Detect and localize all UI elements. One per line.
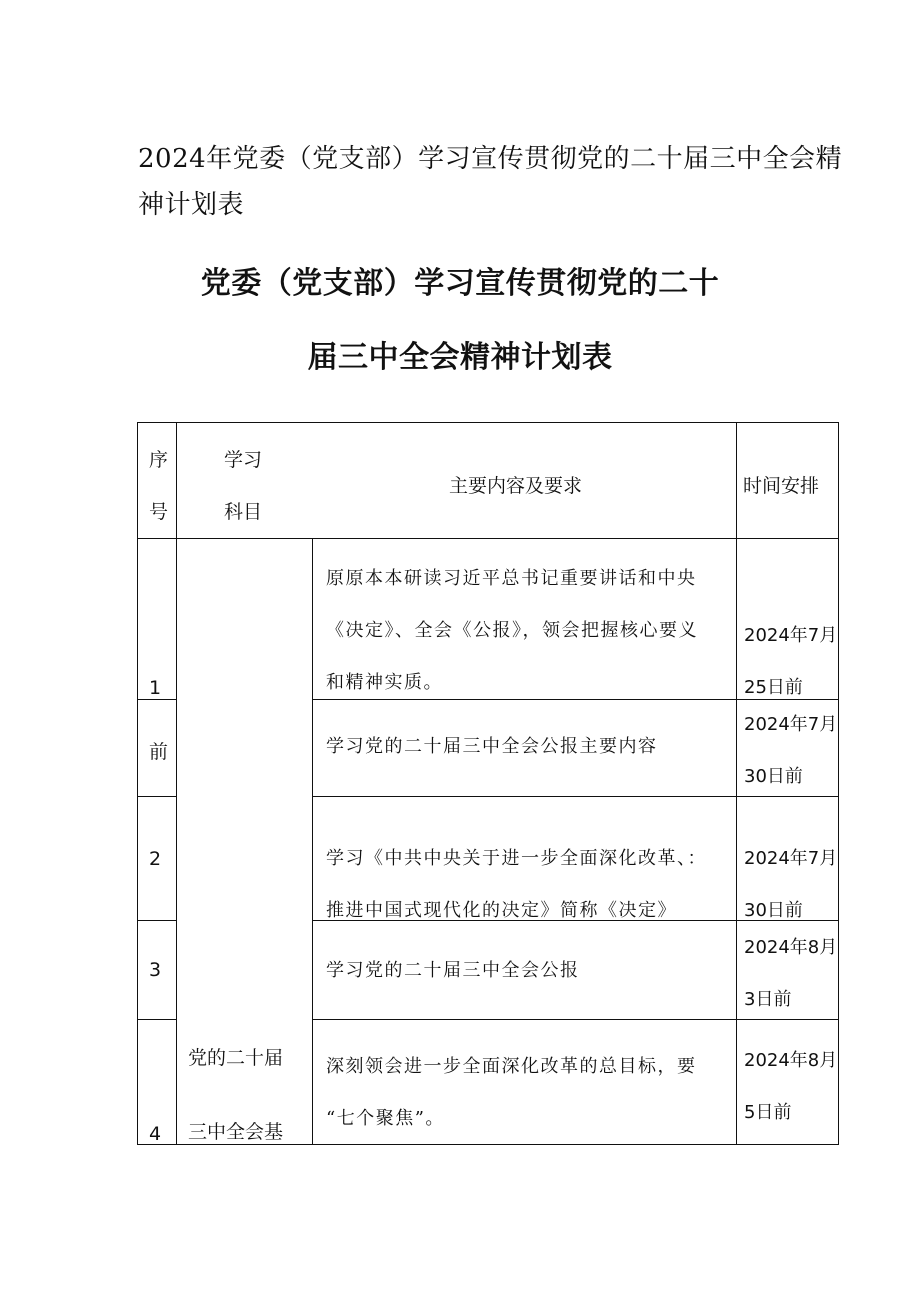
content-line: 原原本本研读习近平总书记重要讲话和中央: [326, 568, 697, 589]
content-line: “七个聚焦”。: [326, 1108, 445, 1129]
content-line: 学习《中共中央关于进一步全面深化改革、：: [326, 848, 707, 869]
time-line: 2024年8月: [744, 1050, 838, 1071]
time-line: 2024年7月: [744, 714, 838, 735]
row-seq: 4: [149, 1123, 162, 1145]
main-title-line-2: 届三中全会精神计划表: [307, 340, 613, 375]
row-content: [326, 1041, 697, 1145]
time-line: 30日前: [744, 766, 803, 787]
time-line: 25日前: [744, 677, 803, 698]
row-seq: 3: [149, 959, 162, 981]
column-divider: [736, 423, 737, 1144]
content-line: 深刻领会进一步全面深化改革的总目标，要: [326, 1056, 697, 1077]
content-line: 和精神实质。: [326, 672, 443, 693]
time-line: 2024年8月: [744, 937, 838, 958]
row-divider: [138, 699, 176, 700]
header-subject-line-2: 科目: [224, 501, 263, 523]
row-time: [744, 922, 837, 1026]
content-line: 《决定》、全会《公报》，领会把握核心要义: [326, 620, 698, 641]
row-content: [326, 721, 658, 773]
plan-table: [137, 422, 839, 1145]
row-divider: [138, 1019, 176, 1020]
row-time: [744, 1035, 837, 1139]
subject-line-2: 三中全会基: [188, 1121, 284, 1143]
row-divider: [138, 796, 176, 797]
row-seq: 1: [149, 677, 162, 699]
time-line: 3日前: [744, 989, 792, 1010]
main-title-line-1: 党委（党支部）学习宣传贯彻党的二十: [200, 266, 720, 301]
row-content: [326, 833, 707, 937]
content-line: 推进中国式现代化的决定》简称《决定》: [326, 900, 677, 921]
document-title: 2024年党委（党支部）学习宣传贯彻党的二十届三中全会精神计划表: [138, 144, 843, 220]
row-seq: 前: [149, 741, 169, 763]
header-subject-line-1: 学习: [224, 449, 263, 471]
time-line: 2024年7月: [744, 848, 838, 869]
subject-line-1: 党的二十届: [188, 1047, 284, 1069]
time-line: 5日前: [744, 1102, 792, 1123]
time-line: 30日前: [744, 900, 803, 921]
row-content: [326, 553, 698, 709]
header-content: 主要内容及要求: [449, 475, 583, 497]
content-line: 学习党的二十届三中全会公报: [326, 960, 580, 981]
content-line: 学习党的二十届三中全会公报主要内容: [326, 736, 658, 757]
row-content: [326, 945, 580, 997]
column-divider: [312, 538, 313, 1144]
row-seq: 2: [149, 848, 162, 870]
header-seq-line-2: 号: [149, 501, 169, 523]
row-divider: [138, 538, 838, 539]
time-line: 2024年7月: [744, 625, 838, 646]
header-time: 时间安排: [743, 475, 820, 497]
row-time: [744, 699, 837, 803]
column-divider: [176, 423, 177, 1144]
row-divider: [138, 920, 176, 921]
header-seq-line-1: 序: [149, 449, 169, 471]
